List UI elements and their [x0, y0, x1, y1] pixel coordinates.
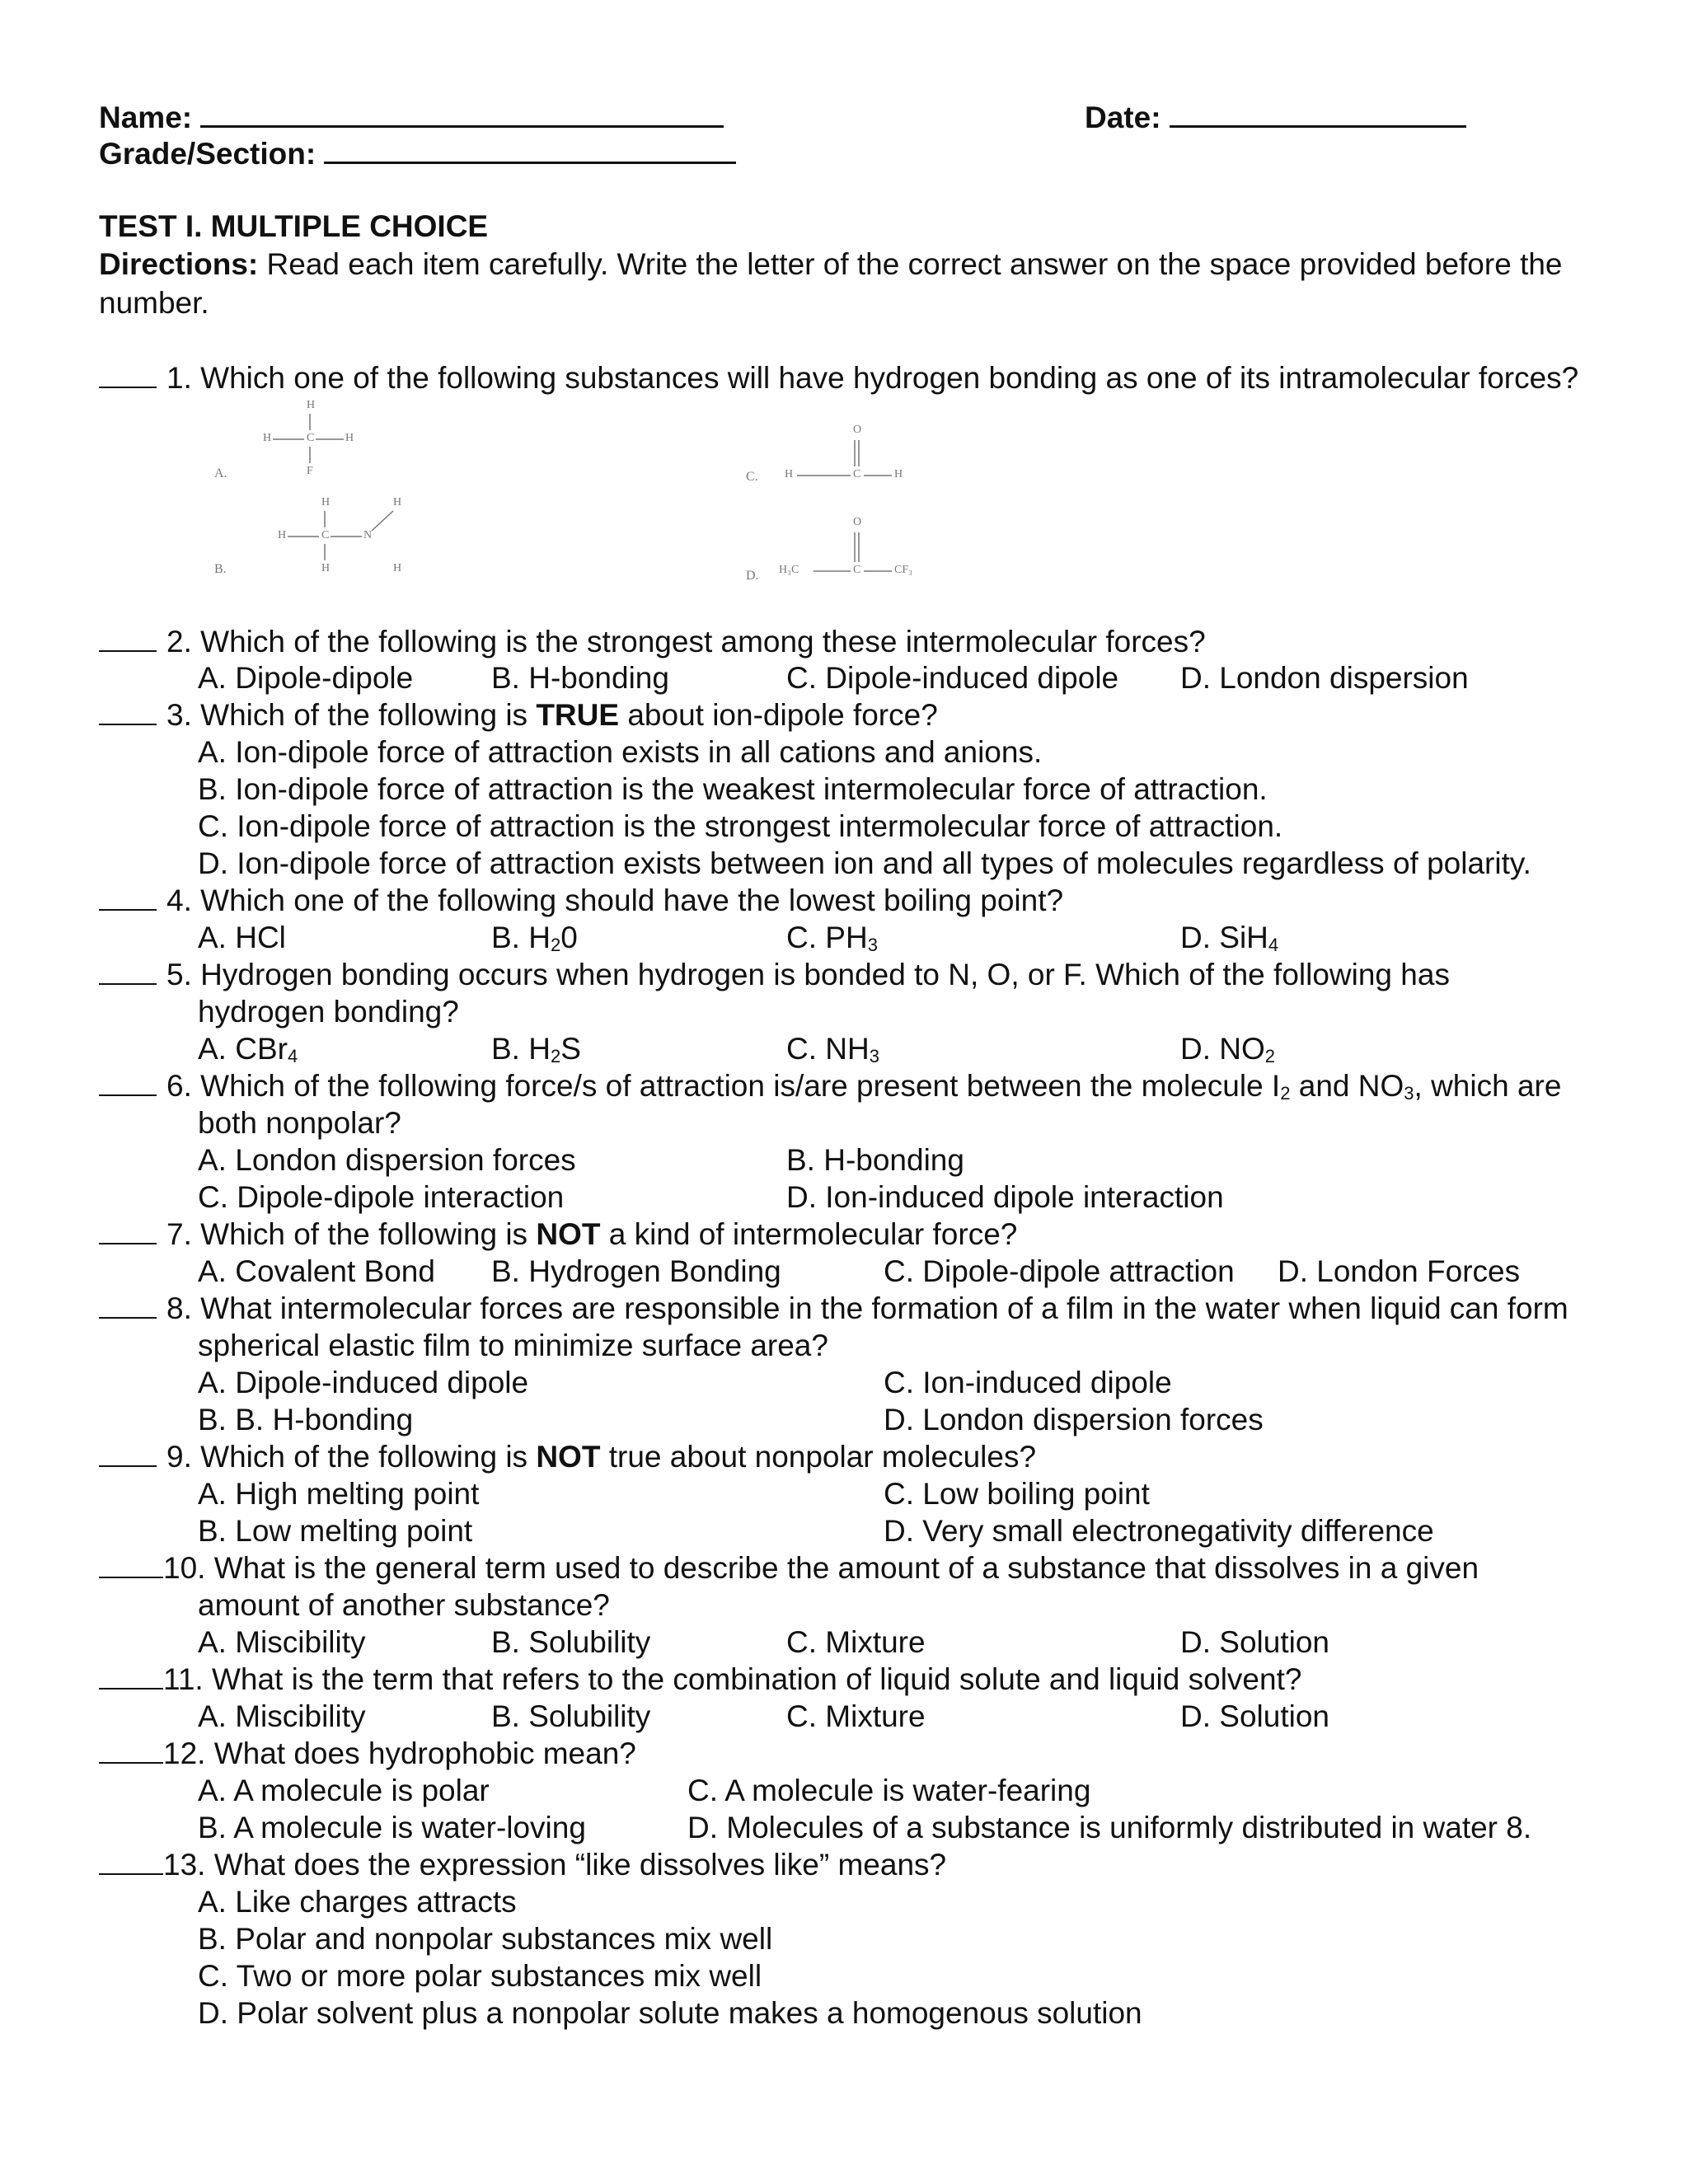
question-9-number: 9. [166, 1440, 192, 1474]
q12-option-b[interactable]: B. A molecule is water-loving [198, 1811, 586, 1844]
question-5 [99, 957, 1450, 993]
q9-option-a[interactable]: A. High melting point [198, 1477, 480, 1511]
q4-option-a[interactable]: A. HCl [198, 921, 286, 954]
question-8-stem-continued: spherical elastic film to minimize surface area? [198, 1329, 828, 1362]
date-label: Date: [1085, 101, 1161, 134]
molecule-b-carbon: C [321, 529, 330, 541]
q4-option-c[interactable] [786, 920, 878, 956]
q3-option-c[interactable]: C. Ion-dipole force of attraction is the strongest intermolecular force of attraction. [198, 809, 1283, 843]
answer-blank-9[interactable] [99, 1441, 157, 1467]
q12-option-c[interactable]: C. A molecule is water-fearing [687, 1774, 1091, 1807]
q12-option-a[interactable]: A. A molecule is polar [198, 1774, 490, 1807]
molecule-b-bottom-h2: H [393, 562, 402, 574]
q5-option-b-pre: B. H [491, 1032, 551, 1066]
molecule-d-left-group: H₃C [779, 564, 799, 576]
date-blank[interactable] [1170, 97, 1466, 128]
question-12-stem: What does hydrophobic mean? [213, 1736, 636, 1770]
question-9-stem-a: Which of the following is [200, 1440, 537, 1474]
q10-option-c[interactable]: C. Mixture [786, 1625, 926, 1659]
molecule-c-oxygen: O [853, 424, 862, 436]
q5-option-a-sub: 4 [287, 1046, 298, 1066]
name-field [99, 97, 724, 136]
question-4-number: 4. [166, 883, 192, 917]
name-blank[interactable] [200, 97, 724, 128]
molecule-b-bonds [210, 493, 424, 583]
date-field [1085, 97, 1466, 136]
question-6-number: 6. [166, 1069, 192, 1103]
q11-option-d[interactable]: D. Solution [1180, 1699, 1329, 1733]
q9-option-d[interactable]: D. Very small electronegativity difference [884, 1514, 1434, 1548]
question-7 [99, 1216, 1017, 1253]
q2-option-b[interactable]: B. H-bonding [491, 661, 669, 695]
molecule-d-right-group: CF₃ [894, 564, 913, 576]
question-11 [99, 1661, 1301, 1698]
q13-option-d[interactable]: D. Polar solvent plus a nonpolar solute makes a homogenous solution [198, 1996, 1142, 2030]
question-7-stem-b: a kind of intermolecular force? [600, 1217, 1018, 1251]
question-1-number: 1. [166, 361, 192, 395]
molecule-d-oxygen: O [853, 516, 862, 528]
q5-option-c[interactable] [786, 1031, 879, 1067]
question-10-number: 10. [163, 1551, 206, 1585]
q7-option-c[interactable]: C. Dipole-dipole attraction [884, 1254, 1235, 1288]
molecule-c-structure [746, 419, 944, 493]
q10-option-a[interactable]: A. Miscibility [198, 1625, 366, 1659]
directions-continued: number. [99, 286, 209, 320]
q3-option-a[interactable]: A. Ion-dipole force of attraction exists in all cations and anions. [198, 735, 1043, 769]
molecule-c-right-h: H [894, 468, 903, 480]
molecule-d-carbon: C [853, 564, 861, 576]
q5-option-a[interactable] [198, 1031, 298, 1067]
molecule-c-left-h: H [785, 468, 794, 480]
question-11-number: 11. [163, 1662, 204, 1696]
molecule-a-bonds [210, 396, 392, 486]
question-6-stem-sub2: 3 [1404, 1083, 1414, 1104]
molecule-d-bonds [746, 511, 960, 589]
molecule-a-letter: A. [214, 466, 227, 480]
answer-blank-5[interactable] [99, 958, 157, 985]
grade-section-field [99, 134, 736, 172]
question-4-stem: Which one of the following should have the lowest boiling point? [200, 883, 1064, 917]
q3-option-d[interactable]: D. Ion-dipole force of attraction exists between ion and all types of molecules regardless of polarity. [198, 846, 1531, 880]
question-1-stem: Which one of the following substances will have hydrogen bonding as one of its intramolecular forces? [200, 361, 1579, 395]
molecule-b-structure [210, 493, 424, 583]
answer-blank-4[interactable] [99, 884, 157, 911]
q5-option-d[interactable] [1180, 1031, 1275, 1067]
answer-blank-2[interactable] [99, 626, 157, 652]
molecule-b-bottom-h1: H [321, 562, 331, 574]
answer-blank-13[interactable] [99, 1849, 163, 1875]
answer-blank-1[interactable] [99, 362, 157, 388]
directions-text: Read each item carefully. Write the letter of the correct answer on the space provided before the [258, 247, 1563, 281]
answer-blank-3[interactable] [99, 699, 157, 725]
molecule-c-carbon: C [853, 468, 861, 480]
q7-option-a[interactable]: A. Covalent Bond [198, 1254, 435, 1288]
question-8-stem: What intermolecular forces are responsible in the formation of a film in the water when liquid can form [200, 1291, 1568, 1325]
question-8 [99, 1291, 1568, 1327]
question-11-stem: What is the term that refers to the combination of liquid solute and liquid solvent? [211, 1662, 1302, 1696]
question-2-number: 2. [166, 625, 192, 658]
question-3-stem-b: about ion-dipole force? [619, 698, 938, 732]
question-6-stem-sub: 2 [1280, 1083, 1291, 1104]
q6-option-a[interactable]: A. London dispersion forces [198, 1143, 576, 1177]
molecule-b-nitrogen: N [363, 529, 373, 541]
directions [99, 246, 1563, 283]
question-13 [99, 1847, 946, 1883]
question-6-stem-c: , which are [1414, 1069, 1562, 1103]
q7-option-b[interactable]: B. Hydrogen Bonding [491, 1254, 781, 1288]
question-3-stem-a: Which of the following is [200, 698, 537, 732]
question-9-stem-b: true about nonpolar molecules? [600, 1440, 1037, 1474]
q3-option-b[interactable]: B. Ion-dipole force of attraction is the weakest intermolecular force of attraction. [198, 772, 1268, 806]
q6-option-d[interactable]: D. Ion-induced dipole interaction [786, 1180, 1224, 1214]
q11-option-b[interactable]: B. Solubility [491, 1699, 651, 1733]
q9-option-b[interactable]: B. Low melting point [198, 1514, 473, 1548]
molecule-a-bottom-f: F [307, 465, 313, 477]
question-10-stem: What is the general term used to describe the amount of a substance that dissolves in a given [213, 1551, 1479, 1585]
name-label: Name: [99, 101, 193, 134]
question-6 [99, 1068, 1561, 1104]
q4-option-b[interactable] [491, 920, 578, 956]
answer-blank-10[interactable] [99, 1552, 163, 1578]
q10-option-d[interactable]: D. Solution [1180, 1625, 1329, 1659]
question-2 [99, 624, 1206, 660]
q5-option-d-sub: 2 [1264, 1046, 1276, 1066]
q11-option-c[interactable]: C. Mixture [786, 1699, 926, 1733]
question-12-number: 12. [163, 1736, 206, 1770]
q5-option-d-pre: D. NO [1180, 1032, 1265, 1066]
question-5-stem-continued: hydrogen bonding? [198, 995, 459, 1029]
q2-option-d[interactable]: D. London dispersion [1180, 661, 1469, 695]
q8-option-b[interactable]: B. B. H-bonding [198, 1403, 414, 1436]
q13-option-a[interactable]: A. Like charges attracts [198, 1885, 517, 1919]
question-7-stem-a: Which of the following is [200, 1217, 537, 1251]
molecule-b-top-h1: H [321, 496, 331, 509]
question-3-stem-bold: TRUE [536, 698, 620, 732]
test-title: TEST I. MULTIPLE CHOICE [99, 209, 489, 243]
q9-option-c[interactable]: C. Low boiling point [884, 1477, 1150, 1511]
question-6-stem-b: and NO [1290, 1069, 1404, 1103]
q10-option-b[interactable]: B. Solubility [491, 1625, 651, 1659]
q2-option-a[interactable]: A. Dipole-dipole [198, 661, 414, 695]
q12-option-d[interactable]: D. Molecules of a substance is uniformly distributed in water 8. [687, 1811, 1532, 1844]
q4-option-c-pre: C. PH [786, 921, 868, 954]
question-7-number: 7. [166, 1217, 192, 1251]
q4-option-b-pre: B. H [491, 921, 551, 954]
answer-blank-11[interactable] [99, 1663, 163, 1690]
answer-blank-6[interactable] [99, 1070, 157, 1096]
q5-option-a-pre: A. CBr [198, 1032, 288, 1066]
q7-option-d[interactable]: D. London Forces [1278, 1254, 1521, 1288]
q8-option-c[interactable]: C. Ion-induced dipole [884, 1366, 1172, 1399]
molecule-d-letter: D. [746, 569, 759, 583]
molecule-a-carbon: C [307, 432, 315, 444]
question-10 [99, 1550, 1479, 1586]
q4-option-d-sub: 4 [1268, 935, 1279, 955]
question-3-number: 3. [166, 698, 192, 732]
question-10-stem-continued: amount of another substance? [198, 1588, 610, 1622]
molecule-b-top-h2: H [393, 496, 402, 509]
answer-blank-12[interactable] [99, 1737, 163, 1764]
answer-blank-8[interactable] [99, 1292, 157, 1319]
q13-option-c[interactable]: C. Two or more polar substances mix well [198, 1959, 762, 1993]
q13-option-b[interactable]: B. Polar and nonpolar substances mix well [198, 1922, 773, 1956]
q4-option-c-sub: 3 [867, 935, 878, 955]
question-7-stem-bold: NOT [536, 1217, 601, 1251]
q8-option-a[interactable]: A. Dipole-induced dipole [198, 1366, 529, 1399]
q4-option-d[interactable] [1180, 920, 1278, 956]
q4-option-b-post: 0 [560, 921, 578, 954]
question-1 [99, 360, 1578, 396]
q4-option-d-pre: D. SiH [1180, 921, 1268, 954]
q2-option-c[interactable]: C. Dipole-induced dipole [786, 661, 1119, 695]
molecule-a-structure [210, 396, 392, 486]
grade-section-blank[interactable] [324, 134, 736, 164]
q5-option-b[interactable] [491, 1031, 581, 1067]
question-5-stem: Hydrogen bonding occurs when hydrogen is bonded to N, O, or F. Which of the following has [200, 958, 1450, 991]
directions-label: Directions: [99, 247, 259, 281]
molecule-a-left-h: H [263, 432, 272, 444]
molecule-d-structure [746, 511, 960, 589]
question-9 [99, 1439, 1036, 1475]
question-5-number: 5. [166, 958, 192, 991]
question-2-stem: Which of the following is the strongest among these intermolecular forces? [200, 625, 1206, 658]
molecule-a-right-h: H [345, 432, 354, 444]
q6-option-c[interactable]: C. Dipole-dipole interaction [198, 1180, 565, 1214]
q11-option-a[interactable]: A. Miscibility [198, 1699, 366, 1733]
q8-option-d[interactable]: D. London dispersion forces [884, 1403, 1264, 1436]
q5-option-c-sub: 3 [869, 1046, 879, 1066]
grade-section-label: Grade/Section: [99, 137, 316, 171]
question-8-number: 8. [166, 1291, 192, 1325]
molecule-a-top-h: H [307, 399, 316, 411]
q5-option-c-pre: C. NH [786, 1032, 870, 1066]
question-12 [99, 1736, 636, 1772]
q6-option-b[interactable]: B. H-bonding [786, 1143, 964, 1177]
q5-option-b-sub: 2 [550, 1046, 561, 1066]
molecule-b-left-h: H [278, 529, 287, 541]
question-9-stem-bold: NOT [536, 1440, 601, 1474]
q4-option-b-sub: 2 [550, 935, 561, 955]
molecule-c-bonds [746, 419, 944, 493]
question-6-stem-continued: both nonpolar? [198, 1106, 401, 1140]
molecule-b-letter: B. [214, 562, 227, 576]
q5-option-b-post: S [560, 1032, 581, 1066]
question-6-stem-a: Which of the following force/s of attraction is/are present between the molecule I [200, 1069, 1281, 1103]
question-13-stem: What does the expression “like dissolves like” means? [213, 1848, 947, 1882]
question-4 [99, 883, 1063, 919]
question-3 [99, 697, 938, 733]
question-13-number: 13. [163, 1848, 206, 1882]
molecule-c-letter: C. [746, 470, 758, 484]
answer-blank-7[interactable] [99, 1218, 157, 1244]
